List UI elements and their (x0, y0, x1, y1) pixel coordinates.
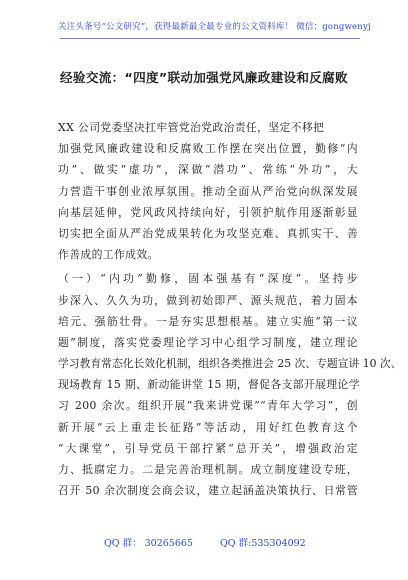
paragraph-line: “大课堂”，引导党员干部拧紧“总开关”，增强政治定 (58, 441, 358, 455)
paragraph-line: （一）“内功”勤修，固本强基有“深度”。坚持步 (58, 272, 358, 286)
paragraph-2 (58, 268, 402, 501)
footer-contact (92, 535, 312, 549)
paragraph-line: 新开展“云上重走长征路”等活动，用好红色教育这个 (58, 420, 358, 434)
document-body (58, 117, 402, 501)
document-title: 经验交流：“四度”联动加强党风廉政建设和反腐败 (60, 70, 348, 85)
paragraph-1 (58, 117, 358, 265)
paragraph-line: 培元、强筋壮骨。一是夯实思想根基。建立实施“第一议 (58, 314, 358, 328)
paragraph-line: 切实把全面从严治党成果转化为攻坚克难、真抓实干、善 (58, 226, 358, 240)
qq-group-1: QQ 群： 30265665 (104, 538, 193, 549)
paragraph-line: XX 公司党委坚决扛牢管党治党政治责任，坚定不移把 (58, 121, 325, 134)
paragraph-line: 作善成的工作成效。 (58, 248, 159, 262)
paragraph-line: 学习教育常态化长效化机制，组织各类推进会 25 次、专题宣讲 10 次、 (58, 357, 402, 371)
header-divider (60, 38, 360, 39)
paragraph-line: 功”、做实“虚功”，深做“潜功”、常练“外功”，大 (58, 163, 358, 177)
paragraph-line: 向基层延伸，党风政风持续向好，引领护航作用逐渐彰显 (58, 205, 358, 219)
paragraph-line: 习 200 余次。组织开展“我来讲党课”“青年大学习”，创 (58, 399, 358, 413)
paragraph-line: 召开 50 余次制度会商会议，建立起涵盖决策执行、日常管 (58, 484, 358, 498)
paragraph-line: 力营造干事创业浓厚氛围。推动全面从严治党向纵深发展 (58, 184, 358, 198)
header-banner: 关注头条号“公文研究”，获得最新最全最专业的公文资料库！ 微信：gongwenyj (58, 22, 371, 32)
paragraph-line: 加强党风廉政建设和反腐败工作摆在突出位置，勤修“内 (58, 142, 358, 156)
paragraph-line: 力、抵腐定力。二是完善治理机制。成立制度建设专班， (58, 463, 358, 476)
paragraph-line: 题”制度，落实党委理论学习中心组学习制度，建立理论 (58, 335, 358, 349)
paragraph-line: 现场教育 15 期、新动能讲堂 15 期，督促各支部开展理论学 (58, 378, 360, 392)
qq-group-2: QQ 群:535304092 (220, 538, 306, 549)
paragraph-line: 步深入、久久为功，做到初始即严、源头规范，着力固本 (58, 293, 358, 307)
